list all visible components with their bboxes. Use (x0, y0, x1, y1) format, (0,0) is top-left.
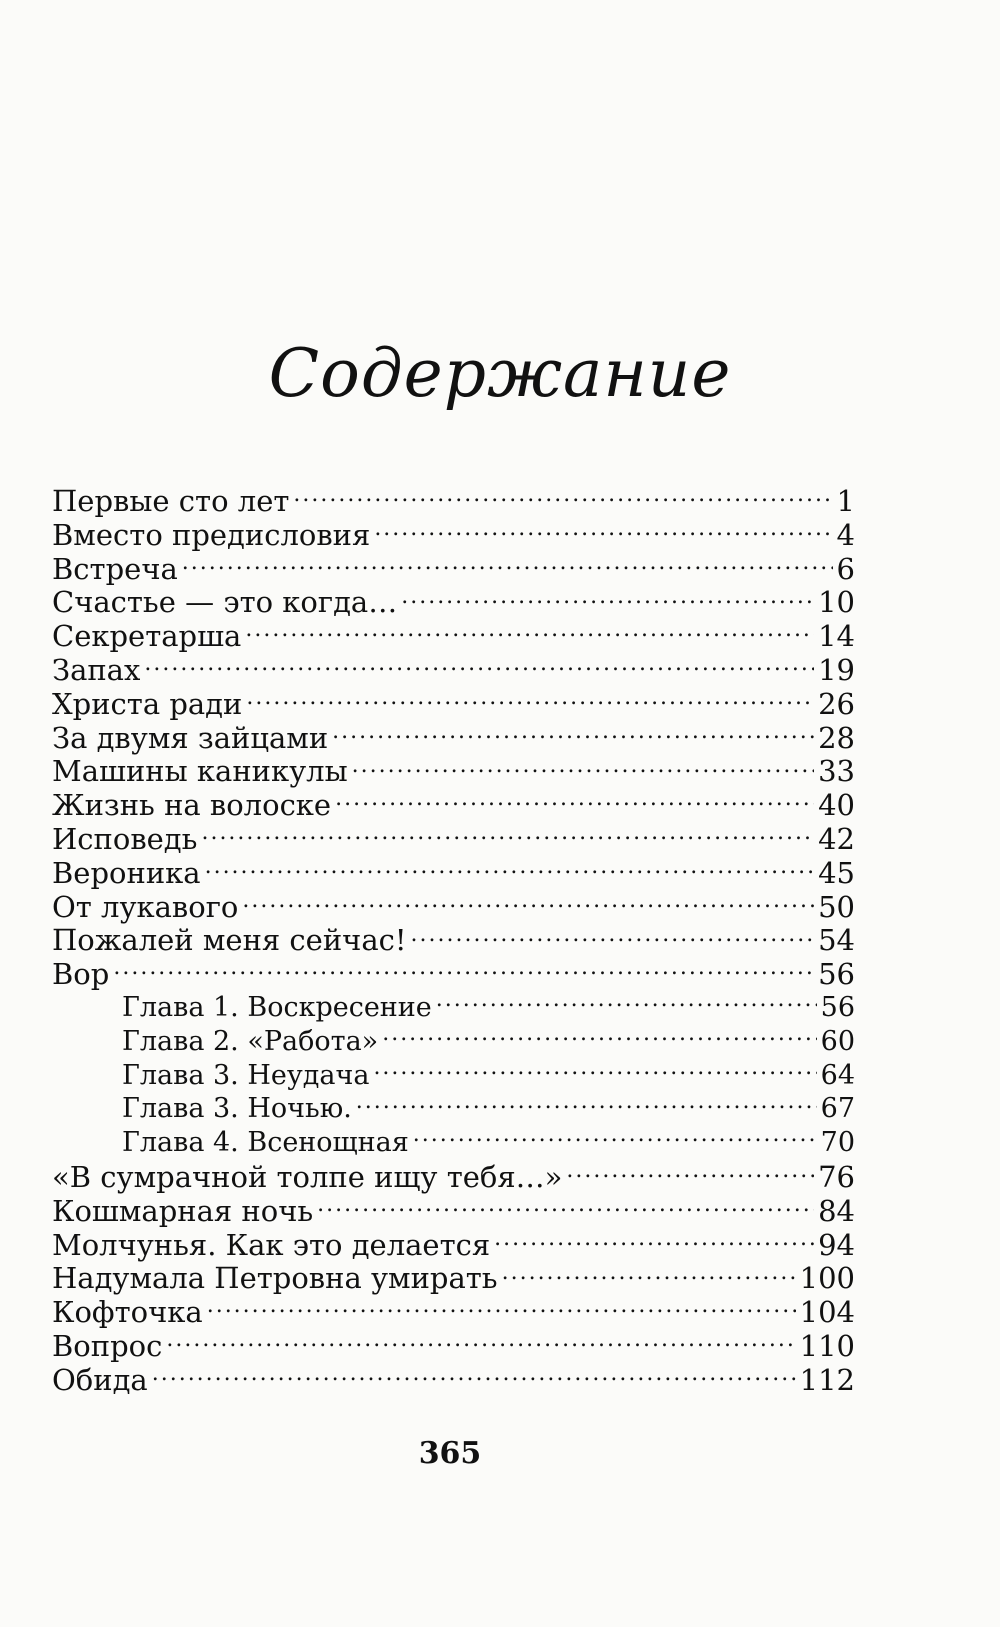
toc-entry-page: 94 (818, 1227, 855, 1262)
dot-leader (242, 888, 814, 917)
toc-entry-page: 19 (818, 652, 855, 687)
toc-entry (52, 752, 855, 789)
toc-entry-page: 112 (799, 1362, 855, 1397)
dot-leader (245, 617, 814, 646)
dot-leader (166, 1327, 795, 1356)
toc-entry-page: 42 (818, 821, 855, 856)
toc-subentry (52, 1090, 855, 1124)
dot-leader (246, 685, 814, 714)
toc-entry-page: 56 (818, 957, 855, 992)
dot-leader (332, 719, 814, 748)
toc-entry-title: Глава 1. Воскресение (122, 991, 432, 1023)
toc-entry-title: Секретарша (52, 619, 242, 654)
toc-entry-page: 110 (799, 1328, 855, 1363)
dot-leader (374, 516, 832, 545)
toc-entry-title: За двумя зайцами (52, 720, 329, 755)
toc-entry-title: От лукавого (52, 889, 239, 924)
toc-entry-title: Машины каникулы (52, 754, 348, 789)
toc-entry-title: Пожалей меня сейчас! (52, 923, 407, 958)
page-title: Содержание (268, 335, 732, 412)
toc-entry (52, 854, 855, 888)
toc-entry (52, 482, 855, 516)
toc-entry (52, 550, 855, 584)
toc-entry-title: Вероника (52, 855, 201, 890)
toc-entry (52, 1192, 855, 1226)
toc-entry (52, 617, 855, 654)
toc-entry-title: Вор (52, 957, 110, 992)
toc-entry-page: 50 (818, 889, 855, 924)
toc-entry (52, 786, 855, 823)
toc-entry-title: Христа ради (52, 686, 243, 721)
dot-leader (494, 1226, 814, 1255)
dot-leader (152, 1361, 796, 1390)
toc-entry (52, 1361, 855, 1395)
toc-entry-title: Глава 4. Всенощная (122, 1127, 409, 1159)
toc-entry-title: Вопрос (52, 1328, 163, 1363)
toc-entry-page: 84 (818, 1193, 855, 1228)
dot-leader (205, 854, 815, 883)
toc-entry-page: 67 (820, 1093, 855, 1125)
toc-entry-title: Счастье — это когда… (52, 585, 398, 620)
toc-subentry (52, 1124, 855, 1158)
toc-entry (52, 921, 855, 958)
toc-entry-page: 14 (818, 619, 855, 654)
dot-leader (401, 583, 814, 612)
table-of-contents (52, 482, 855, 1395)
dot-leader (317, 1192, 814, 1221)
toc-entry-title: Глава 2. «Работа» (122, 1025, 379, 1057)
toc-subentry (52, 989, 855, 1023)
toc-entry (52, 719, 855, 753)
dot-leader (352, 752, 814, 781)
dot-leader (356, 1090, 817, 1117)
toc-entry (52, 955, 855, 992)
toc-entry (52, 1293, 855, 1330)
dot-leader (566, 1158, 814, 1187)
toc-entry-title: Жизнь на волоске (52, 788, 332, 823)
toc-entry-title: Первые сто лет (52, 484, 290, 518)
toc-entry (52, 1226, 855, 1260)
toc-entry-page: 40 (818, 788, 855, 823)
toc-entry-page: 45 (818, 855, 855, 890)
toc-entry-page: 100 (799, 1261, 855, 1296)
toc-entry-page: 10 (818, 585, 855, 620)
toc-entry-title: Запах (52, 652, 141, 687)
toc-subentry (52, 1057, 855, 1091)
dot-leader (293, 482, 832, 511)
dot-leader (207, 1293, 796, 1322)
toc-entry-page: 104 (799, 1295, 855, 1330)
toc-entry (52, 651, 855, 685)
dot-leader (113, 955, 814, 984)
toc-entry-title: Встреча (52, 551, 178, 586)
dot-leader (335, 786, 814, 815)
dot-leader (502, 1259, 796, 1288)
dot-leader (411, 921, 815, 950)
page-number: 365 (418, 1436, 482, 1471)
toc-entry (52, 1327, 855, 1361)
toc-entry-page: 28 (818, 720, 855, 755)
toc-entry (52, 1158, 855, 1192)
toc-entry-title: Надумала Петровна умирать (52, 1261, 498, 1296)
toc-entry-title: «В сумрачной толпе ищу тебя…» (52, 1159, 563, 1194)
toc-entry (52, 1259, 855, 1296)
dot-leader (182, 550, 833, 579)
toc-entry-page: 60 (820, 1025, 855, 1057)
toc-entry-page: 70 (820, 1127, 855, 1159)
toc-entry-page: 33 (818, 754, 855, 789)
toc-entry-page: 26 (818, 686, 855, 721)
dot-leader (382, 1023, 816, 1050)
toc-entry (52, 516, 855, 550)
dot-leader (144, 651, 814, 680)
toc-entry-title: Обида (52, 1362, 148, 1397)
toc-entry-page: 1 (836, 484, 855, 518)
dot-leader (201, 820, 814, 849)
toc-entry-page: 4 (836, 517, 855, 552)
dot-leader (436, 989, 817, 1016)
toc-entry-title: Исповедь (52, 821, 198, 856)
toc-entry (52, 888, 855, 922)
toc-entry-title: Кошмарная ночь (52, 1193, 314, 1228)
dot-leader (373, 1057, 816, 1084)
toc-entry-page: 6 (836, 551, 855, 586)
toc-entry (52, 685, 855, 719)
toc-entry-title: Глава 3. Ночью. (122, 1093, 352, 1125)
toc-entry-title: Молчунья. Как это делается (52, 1227, 491, 1262)
toc-entry (52, 820, 855, 854)
toc-subentry (52, 1023, 855, 1057)
toc-entry-title: Глава 3. Неудача (122, 1059, 370, 1091)
toc-entry-title: Вместо предисловия (52, 517, 371, 552)
toc-entry-title: Кофточка (52, 1295, 203, 1330)
dot-leader (413, 1124, 817, 1151)
toc-entry-page: 64 (820, 1059, 855, 1091)
toc-entry (52, 583, 855, 620)
toc-entry-page: 54 (818, 923, 855, 958)
toc-entry-page: 56 (820, 991, 855, 1023)
toc-entry-page: 76 (818, 1159, 855, 1194)
